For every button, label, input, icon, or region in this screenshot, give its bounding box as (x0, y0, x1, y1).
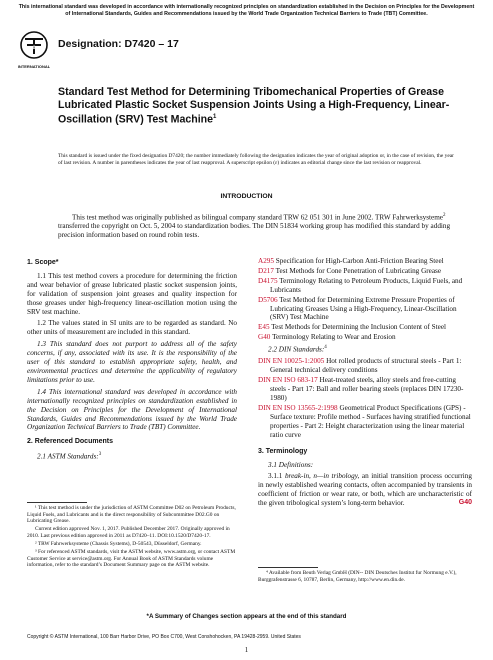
right-column (258, 257, 472, 511)
din-reference-code-link[interactable]: DIN EN ISO 13565-2:1998 (258, 403, 338, 412)
introduction-text: This test method was originally published as bilingual company standard TRW 62 051 301 in June 2002. TRW Fahrwerksysteme$^2$ transferred the copyright on Oct. 5, 2004 to standardization bodies. The DIN 51834 working group has modified this standard by adding precision information based on round robin tests. (58, 213, 451, 240)
footnote-item: ¹ This test method is under the jurisdiction of ASTM Committee D02 on Petroleum Products, Liquid Fuels, and Lubricants and is the direct responsibility of Subcommittee D02.G0 on Lubricating Grease. (27, 505, 236, 525)
astm-reference-item (258, 277, 472, 295)
din-reference-code-link[interactable]: DIN EN 10025-1:2005 (258, 357, 325, 366)
footnote-item: ³ For referenced ASTM standards, visit the ASTM website, www.astm.org, or contact ASTM Customer Service at service@astm.org. For Annual Book of ASTM Standards volume information, refer to the standard’s Document Summary page on the ASTM website. (27, 549, 236, 569)
designation: Designation: D7420 – 17 (58, 38, 179, 50)
footnote-divider-right (258, 567, 318, 568)
astm-reference-item (258, 323, 472, 332)
din-reference-item (258, 357, 472, 375)
din-reference-code-link[interactable]: DIN EN ISO 683-17 (258, 376, 318, 385)
scope-1-4: 1.4 This international standard was developed in accordance with internationally recognized principles on standardization established in the Decision on Principles for the Development of International Standards, Guides and Recommendations issued by the World Trade Organization Technical Barriers to Trade (TBT) Committee. (27, 387, 237, 432)
wto-notice: This international standard was developed in accordance with internationally recognized principles on standardization established in the Decision on Principles for the Development of International Standards, Guides and Recommendations issued by the World Trade Organization Technical Barriers to Trade (TBT) Committee. (18, 4, 475, 17)
astm-reference-code-link[interactable]: D5706 (258, 295, 278, 304)
title-footnote-mark[interactable]: 1 (213, 114, 217, 121)
astm-reference-title: Specification for High-Carbon Anti-Friction Bearing Steel (275, 257, 444, 265)
astm-standards-label: 2.1 ASTM Standards:$^3$ (37, 452, 102, 461)
definitions-label: 3.1 Definitions: (268, 460, 314, 469)
astm-reference-item (258, 267, 472, 276)
definition-break-in: 3.1.1 break-in, n—in tribology, an initial transition process occurring in newly established wearing contacts, often accompanied by transients in coefficient of friction or wear rate, or both, which are uncharacteristic of the given tribological system’s long-term behavior. G40 (258, 472, 472, 508)
din-reference-title: Heat-treated steels, alloy steels and free-cutting steels - Part 17: Ball and roller bearing steels (replaces DIN 17230-1980) (270, 376, 464, 403)
copyright: Copyright © ASTM International, 100 Barr Harbor Drive, PO Box C700, West Conshohocken, PA 19428-2959. United States (27, 634, 301, 640)
footnote-item: Current edition approved Nov. 1, 2017. Published December 2017. Originally approved in 2010. Last previous edition approved in 2011 as D7420–11. DOI:10.1520/D7420-17. (27, 526, 230, 539)
astm-reference-title: Test Method for Determining Extreme Pressure Properties of Lubricating Greases Using a High-Frequency, Linear-Oscillation (SRV) Test Machine (270, 295, 457, 322)
astm-reference-title: Test Methods for Determining the Inclusion Content of Steel (271, 323, 447, 332)
astm-reference-title: Terminology Relating to Wear and Erosion (272, 333, 396, 342)
introduction-heading: INTRODUCTION (220, 193, 273, 200)
scope-heading: 1. Scope* (27, 259, 59, 266)
summary-of-changes-note: *A Summary of Changes section appears at the end of this standard (146, 613, 347, 620)
din-reference-title: Hot rolled products of structural steels - Part 1: General technical delivery conditions (270, 357, 462, 375)
astm-reference-item (258, 257, 472, 266)
scope-1-3: 1.3 This standard does not purport to address all of the safety concerns, if any, associated with its use. It is the responsibility of the user of this standard to establish appropriate safety, health, and environmental practices and determine the applicability of regulatory limitations prior to use. (27, 340, 237, 384)
referenced-documents-heading: 2. Referenced Documents (27, 438, 113, 446)
din-reference-list (258, 357, 472, 439)
footnote-item: ² TRW Fahrwerksysteme (Chassis Systems), D-50543, Düsseldorf, Germany. (35, 540, 202, 547)
svg-text:A: A (31, 46, 37, 52)
astm-reference-title: Test Methods for Cone Penetration of Lubricating Grease (275, 266, 442, 275)
scope-1-2: 1.2 The values stated in SI units are to be regarded as standard. No other units of measurement are included in this standard. (27, 319, 237, 337)
footnotes-left (27, 505, 237, 570)
astm-reference-code-link[interactable]: D217 (258, 266, 274, 275)
terminology-heading: 3. Terminology (258, 447, 308, 455)
left-column (27, 257, 237, 465)
din-standards-label: 2.2 DIN Standards:$^4$ (268, 345, 327, 354)
astm-reference-code-link[interactable]: G40 (258, 333, 271, 342)
astm-reference-item (258, 296, 472, 323)
astm-reference-list (258, 257, 472, 342)
din-reference-title: Geometrical Product Specifications (GPS) - Surface texture: Profile method - Surfaces having stratified functional properties - Part 2: Height characterization using the linear material ratio curve (270, 403, 471, 439)
scope-1-1: 1.1 This test method covers a procedure for determining the friction and wear behavior of grease lubricated plastic socket suspension joints, for validation of suspension joint greases and quality inspection for those greases under high-frequency linear-oscillation motion using the SRV test machine. (27, 271, 237, 316)
issue-note: This standard is issued under the fixed designation D7420; the number immediately following the designation indicates the year of original adoption or, in the case of revision, the year of last revision. A number in parentheses indicates the year of last reapproval. A superscript epsilon (ε) indicates an editorial change since the last revision or reapproval. (58, 153, 454, 166)
page-number: 1 (244, 646, 249, 654)
din-reference-item (258, 376, 472, 403)
astm-international-logo-icon (18, 30, 50, 72)
standard-title: Standard Test Method for Determining Tribomechanical Properties of Grease Lubricated Plastic Socket Suspension Joints Using a High-Frequency, Linear-Oscillation (SRV) Test Machine$^1$ (58, 86, 450, 126)
astm-reference-title: Terminology Relating to Petroleum Products, Liquid Fuels, and Lubricants (270, 276, 463, 294)
logo-text: INTERNATIONAL (18, 64, 50, 69)
astm-reference-code-link[interactable]: D4175 (258, 276, 278, 285)
intro-footnote-mark[interactable]: 2 (442, 213, 446, 218)
astm-reference-code-link[interactable]: A295 (258, 257, 274, 265)
astm-reference-code-link[interactable]: E45 (258, 323, 270, 332)
footnote-divider (27, 502, 87, 503)
footnote-right: ⁴ Available from Beuth Verlag GmbH (DIN-- DIN Deutsches Institut fur Normung e.V.), Burggrafenstrasse 6, 10787, Berlin, Germany, http://www.en.din.de. (258, 570, 457, 583)
g40-link[interactable]: G40 (458, 499, 472, 507)
din-reference-item (258, 404, 472, 440)
astm-reference-item (258, 333, 472, 342)
